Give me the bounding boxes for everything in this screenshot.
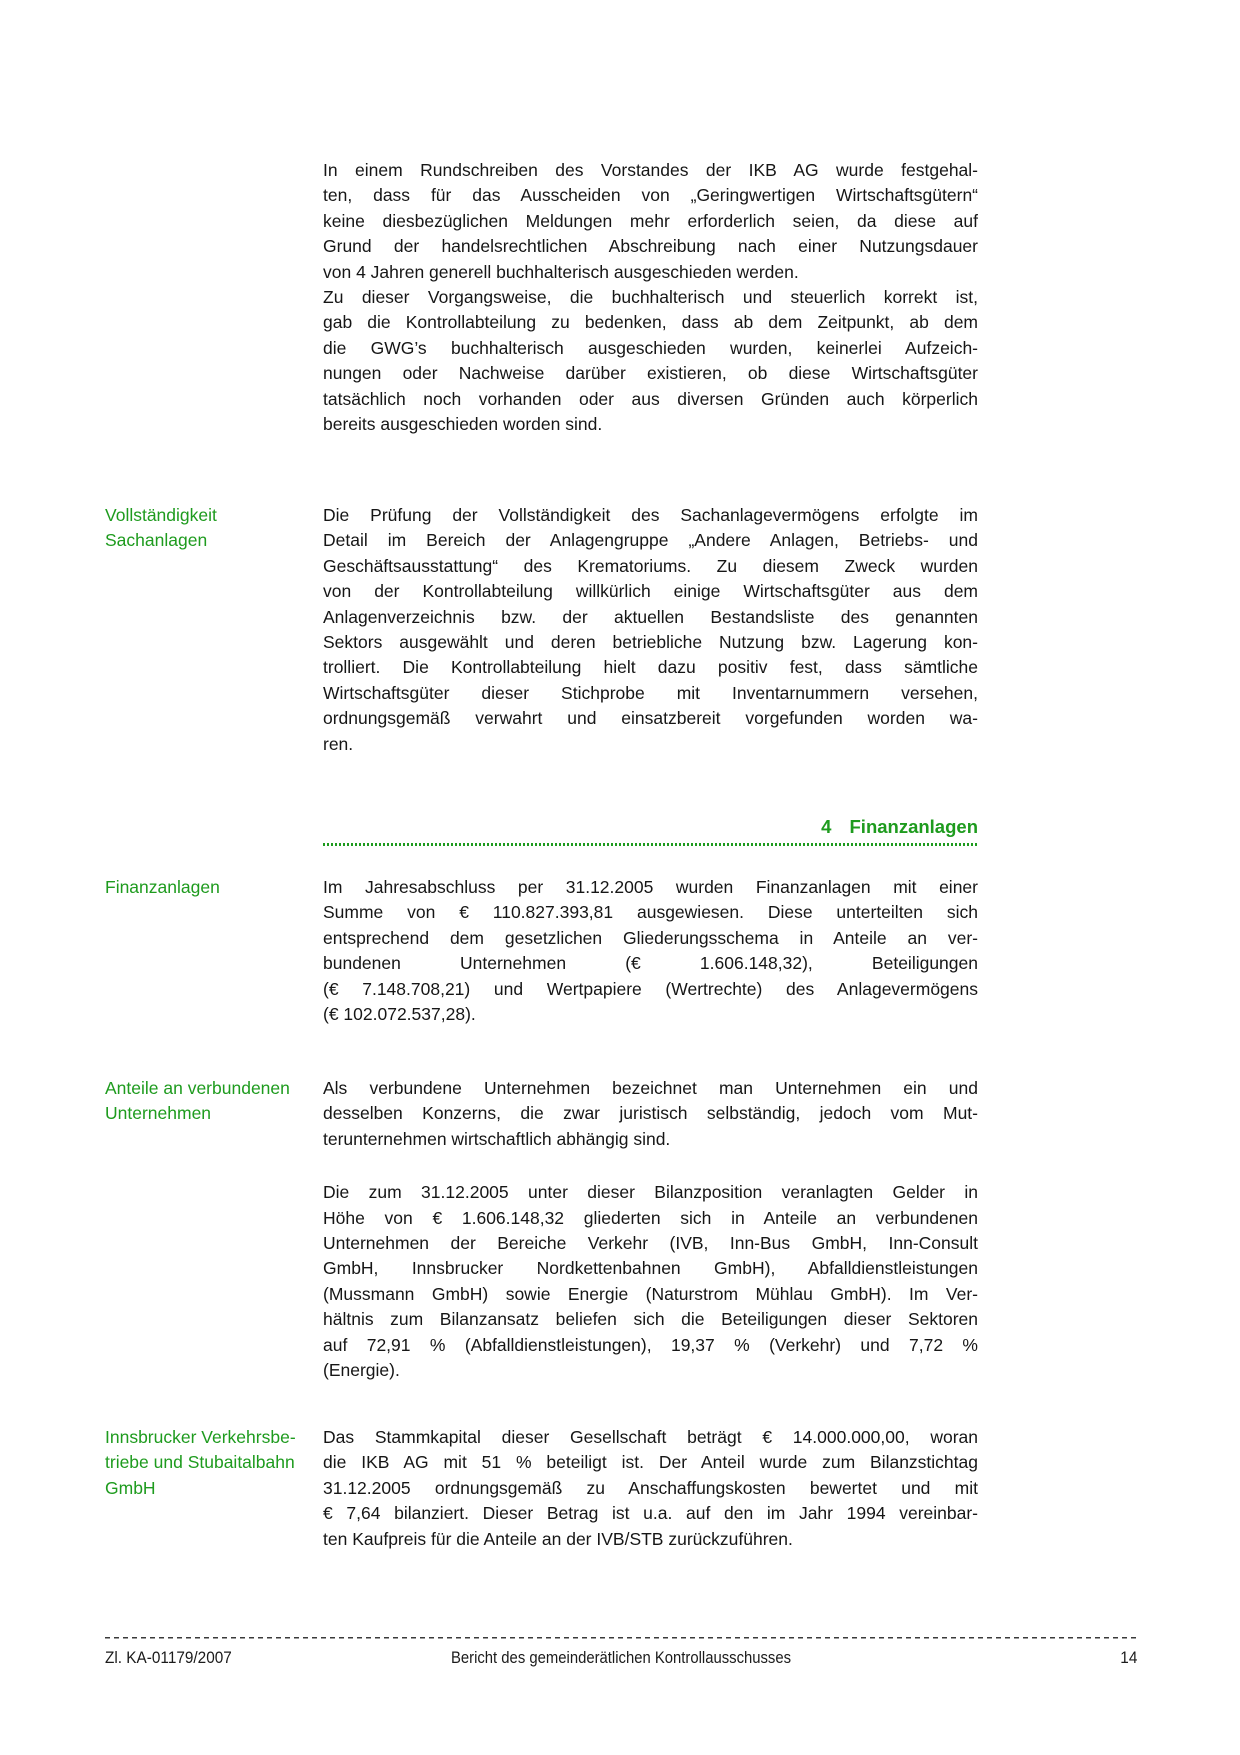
text-line: Grund der handelsrechtlichen Abschreibung nach einer Nutzungsdauer [323, 236, 978, 257]
paragraph [323, 503, 978, 757]
footer-dashed-rule [105, 1637, 1137, 1639]
text-line: GmbH, Innsbrucker Nordkettenbahnen GmbH), Abfalldienstleistungen [323, 1258, 978, 1279]
text-line: hältnis zum Bilanzansatz beliefen sich die Beteiligungen dieser Sektoren [323, 1309, 978, 1330]
text-line: Die zum 31.12.2005 unter dieser Bilanzposition veranlagten Gelder in [323, 1182, 978, 1203]
margin-label [105, 503, 320, 554]
text-line: auf 72,91 % (Abfalldienstleistungen), 19,37 % (Verkehr) und 7,72 % [323, 1334, 978, 1355]
text-line: (€ 102.072.537,28). [323, 1004, 476, 1025]
text-line: die GWG’s buchhalterisch ausgeschieden wurden, keinerlei Aufzeich- [323, 337, 978, 358]
text-line: Zu dieser Vorgangsweise, die buchhalterisch und steuerlich korrekt ist, [323, 287, 978, 308]
body-column [323, 158, 978, 437]
margin-label [105, 1076, 320, 1127]
text-line: Als verbundene Unternehmen bezeichnet man Unternehmen ein und [323, 1078, 978, 1098]
text-line: Wirtschaftsgüter dieser Stichprobe mit Inventarnummern versehen, [323, 682, 978, 703]
text-line: Detail im Bereich der Anlagengruppe „Andere Anlagen, Betriebs- und [323, 530, 978, 551]
text-line: Im Jahresabschluss per 31.12.2005 wurden Finanzanlagen mit einer [323, 877, 978, 897]
body-column [323, 1076, 978, 1383]
text-line: € 7,64 bilanziert. Dieser Betrag ist u.a. auf den im Jahr 1994 vereinbar- [323, 1503, 978, 1524]
text-line: GmbH [105, 1477, 156, 1498]
body-column [323, 1425, 978, 1552]
paragraph [323, 285, 978, 437]
text-line: In einem Rundschreiben des Vorstandes der IKB AG wurde festgehal- [323, 160, 978, 180]
text-line: Anteile an verbundenen [105, 1078, 290, 1098]
text-line: Die Prüfung der Vollständigkeit des Sachanlagevermögens erfolgte im [323, 505, 978, 525]
text-line: Höhe von € 1.606.148,32 gliederten sich in Anteile an verbundenen [323, 1207, 978, 1228]
text-line: keine diesbezüglichen Meldungen mehr erforderlich seien, da diese auf [323, 210, 978, 231]
text-line: Das Stammkapital dieser Gesellschaft beträgt € 14.000.000,00, woran [323, 1427, 978, 1447]
text-line: bundenen Unternehmen (€ 1.606.148,32), Beteiligungen [323, 953, 978, 974]
text-line: Anlagenverzeichnis bzw. der aktuellen Bestandsliste des genannten [323, 606, 978, 627]
body-column [323, 503, 978, 757]
text-line: desselben Konzerns, die zwar juristisch selbständig, jedoch vom Mut- [323, 1103, 978, 1124]
text-line: (Energie). [323, 1360, 400, 1381]
paragraph [323, 875, 978, 1027]
footer-report-title: Bericht des gemeinderätlichen Kontrollausschusses [450, 1649, 792, 1667]
paragraph [323, 1425, 978, 1552]
text-line: entsprechend dem gesetzlichen Gliederungsschema in Anteile an ver- [323, 927, 978, 948]
text-line: trolliert. Die Kontrollabteilung hielt dazu positiv fest, dass sämtliche [323, 657, 978, 678]
text-line: Innsbrucker Verkehrsbe- [105, 1427, 296, 1447]
footer-reference: Zl. KA-01179/2007 [105, 1649, 232, 1667]
paragraph [323, 1076, 978, 1152]
page-footer [105, 1646, 1137, 1670]
text-line: von der Kontrollabteilung willkürlich einige Wirtschaftsgüter aus dem [323, 581, 978, 602]
text-line: Sektors ausgewählt und deren betriebliche Nutzung bzw. Lagerung kon- [323, 632, 978, 653]
text-line: 31.12.2005 ordnungsgemäß zu Anschaffungskosten bewertet und mit [323, 1477, 978, 1498]
paragraph [323, 158, 978, 285]
text-line: von 4 Jahren generell buchhalterisch ausgeschieden werden. [323, 261, 799, 282]
text-line: ordnungsgemäß verwahrt und einsatzbereit vorgefunden worden wa- [323, 708, 978, 729]
paragraph [323, 1180, 978, 1383]
text-line: die IKB AG mit 51 % beteiligt ist. Der Anteil wurde zum Bilanzstichtag [323, 1452, 978, 1473]
text-line: ren. [323, 733, 354, 754]
text-line: terunternehmen wirtschaftlich abhängig sind. [323, 1128, 671, 1149]
text-line: Sachanlagen [105, 530, 208, 551]
text-line: (€ 7.148.708,21) und Wertpapiere (Wertrechte) des Anlagevermögens [323, 978, 978, 999]
chapter-number: 4 [821, 816, 832, 837]
text-line: ten, dass für das Ausscheiden von „Geringwertigen Wirtschaftsgütern“ [323, 185, 978, 206]
text-line: (Mussmann GmbH) sowie Energie (Naturstrom Mühlau GmbH). Im Ver- [323, 1283, 978, 1304]
text-line: gab die Kontrollabteilung zu bedenken, dass ab dem Zeitpunkt, ab dem [323, 312, 978, 333]
text-line: bereits ausgeschieden worden sind. [323, 414, 603, 435]
text-line: Vollständigkeit [105, 505, 217, 525]
text-line: Unternehmen [105, 1103, 212, 1124]
body-column [323, 875, 978, 1027]
text-line: triebe und Stubaitalbahn [105, 1452, 295, 1473]
footer-page-number: 14 [1119, 1649, 1137, 1667]
text-line: tatsächlich noch vorhanden oder aus diversen Gründen auch körperlich [323, 388, 978, 409]
text-line: nungen oder Nachweise darüber existieren, ob diese Wirtschaftsgüter [323, 363, 978, 384]
chapter-heading [323, 814, 978, 840]
text-line: Unternehmen der Bereiche Verkehr (IVB, Inn-Bus GmbH, Inn-Consult [323, 1233, 978, 1254]
text-line: Geschäftsausstattung“ des Krematoriums. Zu diesem Zweck wurden [323, 555, 978, 576]
margin-label [105, 875, 320, 900]
chapter-title: Finanzanlagen [849, 816, 978, 837]
text-line: Summe von € 110.827.393,81 ausgewiesen. Diese unterteilten sich [323, 902, 978, 923]
dotted-rule [323, 843, 978, 846]
text-line: Finanzanlagen [105, 877, 220, 897]
margin-label [105, 1425, 320, 1501]
text-line: ten Kaufpreis für die Anteile an der IVB/STB zurückzuführen. [323, 1528, 793, 1549]
